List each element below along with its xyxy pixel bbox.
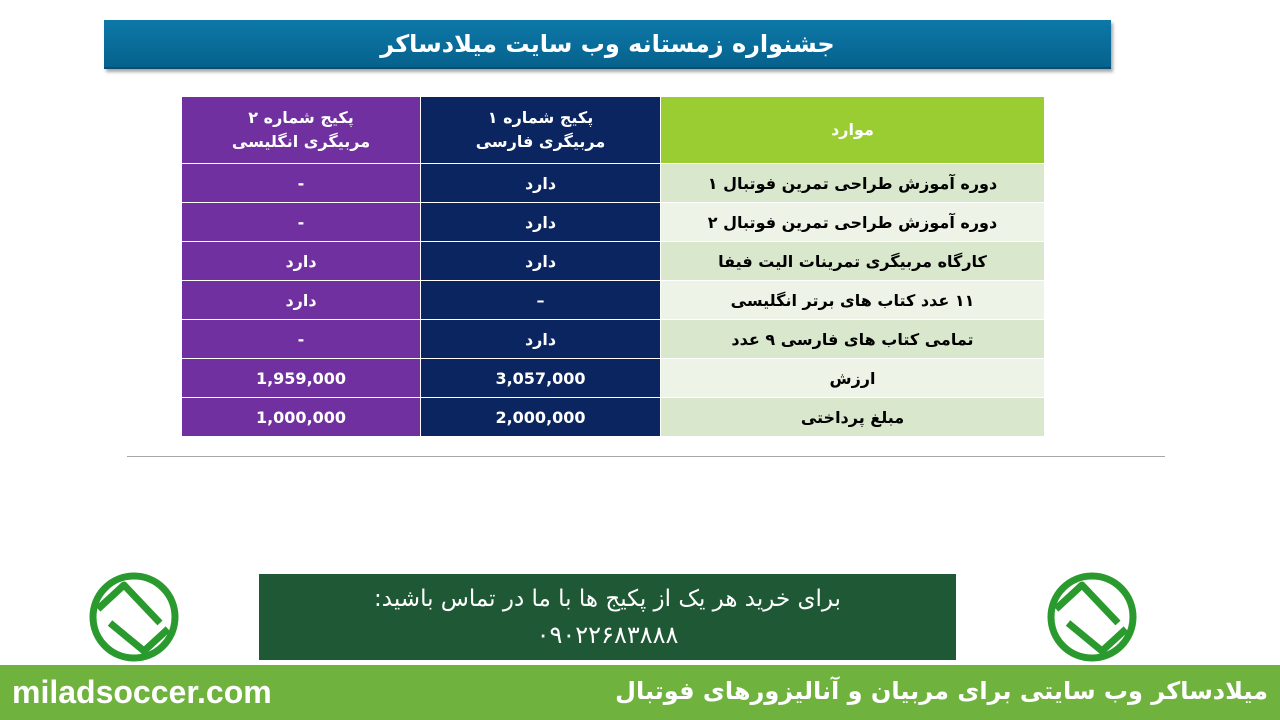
footer-bar: [0, 665, 1280, 720]
row-item: ارزش: [661, 359, 1045, 398]
header-package-2: [182, 97, 421, 164]
contact-text: برای خرید هر یک از پکیج ها با ما در تماس باشید:: [374, 586, 841, 612]
row-item: ۱۱ عدد کتاب های برتر انگلیسی: [661, 281, 1045, 320]
row-package-1: –: [421, 281, 661, 320]
table-row: [182, 281, 1045, 320]
table-row: [182, 203, 1045, 242]
table-row: [182, 320, 1045, 359]
row-package-2: 1,959,000: [182, 359, 421, 398]
header-package-1-sub: مربیگری فارسی: [475, 132, 606, 151]
header-package-2-name: پکیج شماره ۲: [248, 108, 354, 127]
row-package-2: -: [182, 203, 421, 242]
miladsoccer-logo-icon: [88, 571, 180, 663]
row-item: کارگاه مربیگری تمرینات الیت فیفا: [661, 242, 1045, 281]
header-package-1: [421, 97, 661, 164]
row-package-1: دارد: [421, 164, 661, 203]
row-item: تمامی کتاب های فارسی ۹ عدد: [661, 320, 1045, 359]
table-header-row: [182, 97, 1045, 164]
row-package-2: -: [182, 320, 421, 359]
row-package-1: دارد: [421, 203, 661, 242]
contact-phone[interactable]: ۰۹۰۲۲۶۸۳۸۸۸: [536, 621, 679, 649]
table-row: [182, 164, 1045, 203]
contact-box: [259, 574, 956, 660]
row-package-2: دارد: [182, 281, 421, 320]
footer-site-link[interactable]: miladsoccer.com: [12, 674, 272, 710]
row-package-1: 3,057,000: [421, 359, 661, 398]
row-package-1: 2,000,000: [421, 398, 661, 437]
page-title: جشنواره زمستانه وب سایت میلادساکر: [104, 20, 1111, 69]
row-package-1: دارد: [421, 242, 661, 281]
table-row: [182, 359, 1045, 398]
table-row: [182, 242, 1045, 281]
header-items: موارد: [661, 97, 1045, 164]
miladsoccer-logo-icon: [1046, 571, 1138, 663]
header-package-2-sub: مربیگری انگلیسی: [231, 132, 371, 151]
header-package-1-name: پکیج شماره ۱: [487, 108, 594, 127]
table-row: [182, 398, 1045, 437]
row-package-2: دارد: [182, 242, 421, 281]
row-package-1: دارد: [421, 320, 661, 359]
footer-tagline: میلادساکر وب سایتی برای مربیان و آنالیزورهای فوتبال: [615, 677, 1268, 705]
divider: [127, 456, 1165, 457]
packages-table: [181, 96, 1045, 437]
row-package-2: 1,000,000: [182, 398, 421, 437]
row-item: مبلغ پرداختی: [661, 398, 1045, 437]
row-item: دوره آموزش طراحی تمرین فوتبال ۲: [661, 203, 1045, 242]
row-item: دوره آموزش طراحی تمرین فوتبال ۱: [661, 164, 1045, 203]
row-package-2: -: [182, 164, 421, 203]
